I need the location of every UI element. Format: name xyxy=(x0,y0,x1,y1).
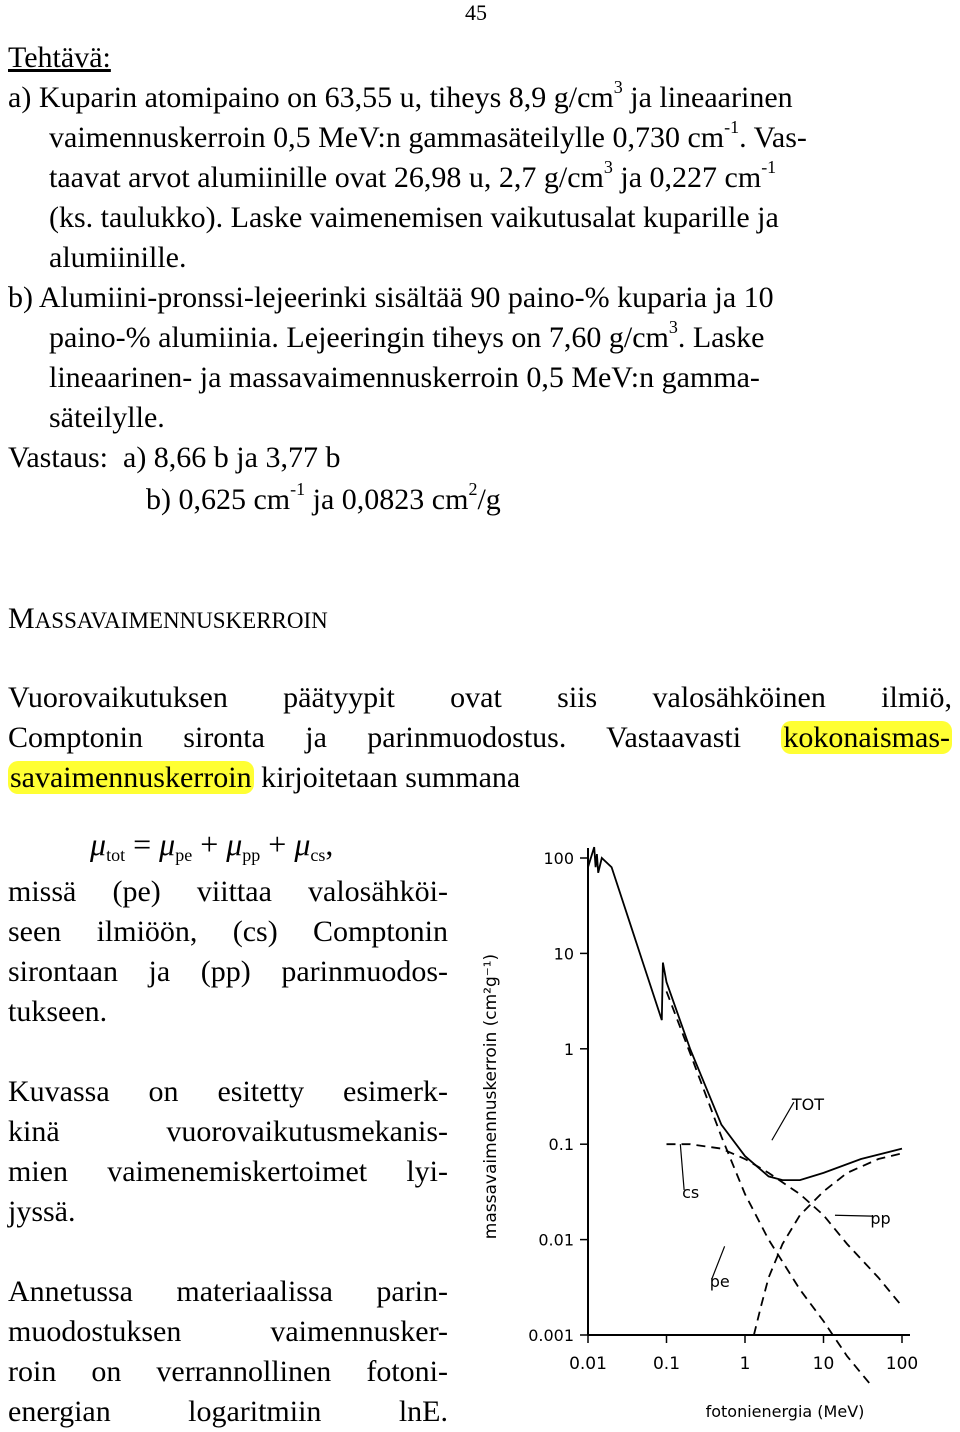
series-leader-tot xyxy=(772,1102,794,1140)
highlight-term-1: kokonaismas- xyxy=(783,721,950,754)
y-tick-label: 100 xyxy=(543,849,574,868)
para1-line1: Vuorovaikutuksen päätyypit ovat siis valosähköinen ilmiö, xyxy=(8,681,952,714)
task-b-line3: lineaarinen- ja massavaimennuskerroin 0,5 MeV:n gamma- xyxy=(49,361,760,394)
x-tick-label: 10 xyxy=(812,1354,835,1374)
answer-line-b: b) 0,625 $cm^{-1}$ ja 0,0823 $cm^2/g$ xyxy=(146,479,501,516)
y-tick-label: 0.001 xyxy=(528,1326,574,1345)
task-b-line4: säteilylle. xyxy=(49,401,165,434)
task-title: Tehtävä: xyxy=(8,41,111,74)
y-axis-label: massavaimennuskerroin (cm²g⁻¹) xyxy=(481,953,501,1240)
highlight-term-2: savaimennuskerroin xyxy=(10,761,252,794)
x-tick-label: 1 xyxy=(739,1354,751,1374)
y-tick-label: 10 xyxy=(553,944,574,964)
answer-line-a: Vastaus: a) 8,66 b ja 3,77 b xyxy=(8,441,341,474)
y-tick-label: 0.01 xyxy=(538,1230,574,1250)
x-tick-label: 0.01 xyxy=(569,1354,607,1374)
formula: $\mu_{tot} = \mu_{pe} + \mu_{pp} + \mu_{cs}$, xyxy=(90,826,334,865)
para1-line2: Comptonin sironta ja parinmuodostus. Vastaavasti kokonaismas- xyxy=(8,721,950,754)
para4-line2: muodostuksen vaimennusker- xyxy=(8,1315,448,1348)
series-label-pp: pp xyxy=(870,1209,891,1229)
page-number: 45 xyxy=(465,0,487,25)
para3-line4: jyssä. xyxy=(8,1195,76,1228)
para3-line3: mien vaimenemiskertoimet lyi- xyxy=(8,1155,448,1188)
para1-line3: savaimennuskerroin kirjoitetaan summana xyxy=(10,761,521,794)
para2-line1: missä (pe) viittaa valosähköi- xyxy=(8,875,448,908)
section-heading: MASSAVAIMENNUSKERROIN xyxy=(8,602,328,635)
attenuation-chart xyxy=(470,830,940,1430)
series-leader-pp xyxy=(835,1215,872,1216)
series-line-tot xyxy=(588,847,902,1180)
para4-line3: roin on verrannollinen fotoni- xyxy=(8,1355,448,1388)
series-line-cs xyxy=(667,1144,903,1306)
x-axis-label: fotonienergia (MeV) xyxy=(705,1402,865,1421)
para3-line2: kinä vuorovaikutusmekanis- xyxy=(8,1115,448,1148)
task-b-line2: paino-% alumiinia. Lejeeringin tiheys on 7,60 $g/cm^3$. Laske xyxy=(49,317,765,354)
task-a-line5: alumiinille. xyxy=(49,241,187,274)
task-a-line4: (ks. taulukko). Laske vaimenemisen vaikutusalat kuparille ja xyxy=(49,201,779,234)
series-label-tot: TOT xyxy=(791,1095,825,1115)
task-a-line3: taavat arvot alumiinille ovat 26,98 u, 2,7 $g/cm^3$ ja 0,227 $cm^{-1}$ xyxy=(49,157,777,194)
chart-plot-area xyxy=(528,847,918,1385)
x-tick-label: 100 xyxy=(885,1354,919,1374)
para4-line1: Annetussa materiaalissa parin- xyxy=(8,1275,448,1308)
series-label-pe: pe xyxy=(709,1272,730,1292)
task-a-line2: vaimennuskerroin 0,5 MeV:n gammasäteilylle 0,730 $cm^{-1}$. Vas- xyxy=(49,117,807,154)
para3-line1: Kuvassa on esitetty esimerk- xyxy=(8,1075,448,1108)
series-line-pp xyxy=(754,1153,902,1335)
para2-line3: sirontaan ja (pp) parinmuodos- xyxy=(8,955,448,988)
series-label-cs: cs xyxy=(682,1183,700,1203)
y-tick-label: 0.1 xyxy=(548,1135,574,1155)
para4-line4: energian logaritmiin lnE. xyxy=(8,1395,448,1428)
para2-line2: seen ilmiöön, (cs) Comptonin xyxy=(8,915,448,948)
para2-line4: tukseen. xyxy=(8,995,108,1028)
task-b-line1: b) Alumiini-pronssi-lejeerinki sisältää 90 paino-% kuparia ja 10 xyxy=(8,281,774,314)
task-a-line1: a) Kuparin atomipaino on 63,55 u, tiheys 8,9 $g/cm^3$ ja lineaarinen xyxy=(8,77,793,114)
y-tick-label: 1 xyxy=(563,1039,574,1059)
x-tick-label: 0.1 xyxy=(652,1354,681,1374)
